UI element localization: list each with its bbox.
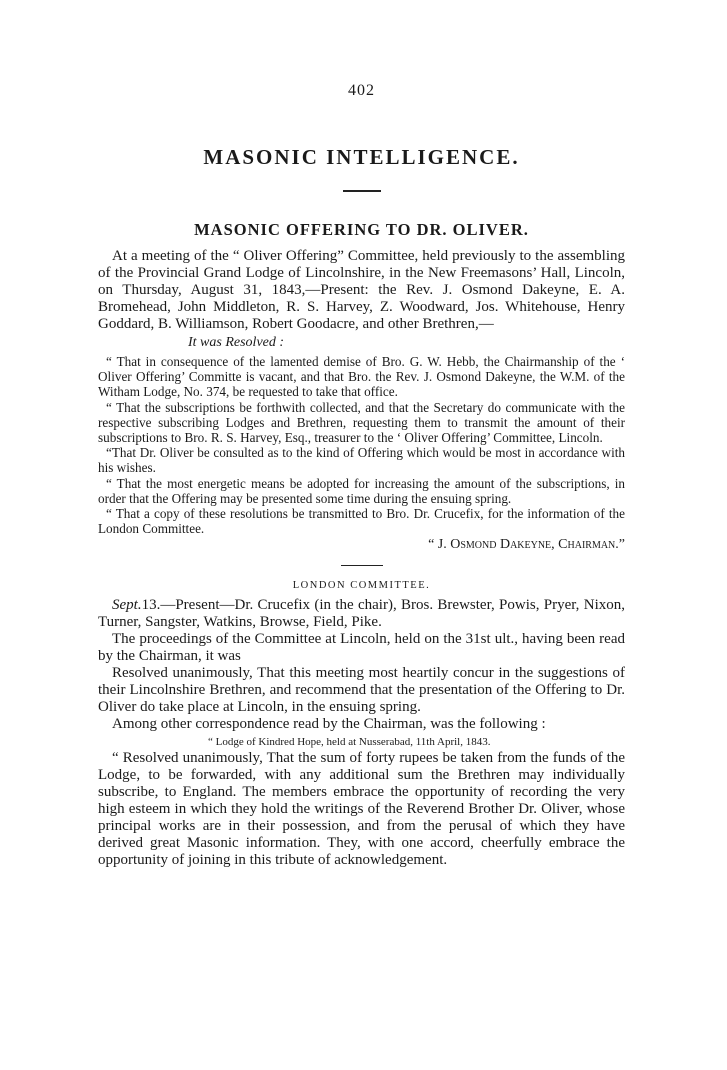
intro-paragraph: At a meeting of the “ Oliver Offering” Committee, held previously to the assembling of the Provincial Grand Lodge of Lincolnshire, in the New Freemasons’ Hall, Lincoln, on Thursday, August 31, 1843,—Present: the Rev. J. Osmond Dakeyne, E. A. Bromehead, John Middleton, R. S. Harvey, Z. Woodward, Jos. Whitehouse, Henry Goddard, B. Williamson, Robert Goodacre, and other Brethren,— xyxy=(98,248,625,332)
resolution-2: “ That the subscriptions be forthwith collected, and that the Secretary do communicate with the respective subscribing Lodges and Brethren, requesting them to transmit the amount of their subscriptions to Bro. R. S. Harvey, Esq., treasurer to the ‘ Oliver Offering’ Committee, Lincoln. xyxy=(98,399,625,446)
kindred-paragraph: “ Resolved unanimously, That the sum of forty rupees be taken from the funds of the Lodge, to be forwarded, with any additional sum the Brethren may individually subscribe, to England. The members embrace the opportunity of recording the very high esteem in which they hold the writings of the Reverend Brother Dr. Oliver, whose principal works are in their possession, and from the perusal of which they have derived great Masonic information. They, with one accord, cheerfully embrace the opportunity of joining in this tribute of acknowledgement. xyxy=(98,750,625,869)
document-page xyxy=(98,82,625,869)
london-committee-heading: LONDON COMMITTEE. xyxy=(292,580,431,592)
resolution-1: “ That in consequence of the lamented demise of Bro. G. W. Hebb, the Chairmanship of the ‘ Oliver Offering’ Committe is vacant, and that Bro. the Rev. J. Osmond Dakeyne, the W.M. of the Witham Lodge, No. 374, be requested to take that office. xyxy=(98,354,625,400)
signature xyxy=(98,537,625,553)
section-title: MASONIC INTELLIGENCE. xyxy=(203,145,520,169)
resolution-3: “That Dr. Oliver be consulted as to the kind of Offering which would be most in accordance with his wishes. xyxy=(98,445,625,476)
london-divider xyxy=(341,565,383,566)
london-date: Sept. xyxy=(112,597,142,614)
page-number: 402 xyxy=(348,82,375,99)
article-title: MASONIC OFFERING TO DR. OLIVER. xyxy=(194,220,529,239)
london-paragraph-2: Resolved unanimously, That this meeting most heartily concur in the suggestions of their Lincolnshire Brethren, and recommend that the presentation of the Offering to Dr. Oliver do take place at Lincoln, in the ensuing spring. xyxy=(98,665,625,716)
resolved-label: It was Resolved : xyxy=(188,335,285,350)
london-paragraph-3: Among other correspondence read by the Chairman, was the following : xyxy=(112,716,546,733)
resolution-5: “ That a copy of these resolutions be transmitted to Bro. Dr. Crucefix, for the information of the London Committee. xyxy=(98,506,625,537)
london-present-paragraph xyxy=(98,597,625,631)
london-present-text: 13.—Present—Dr. Crucefix (in the chair), Bros. Brewster, Powis, Pryer, Nixon, Turner, Sangster, Watkins, Browse, Field, Pike. xyxy=(98,597,625,631)
kindred-dateline: “ Lodge of Kindred Hope, held at Nusserabad, 11th April, 1843. xyxy=(208,736,491,749)
resolution-4: “ That the most energetic means be adopted for increasing the amount of the subscriptions, in order that the Offering may be presented some time during the ensuing spring. xyxy=(98,475,625,506)
london-paragraph-1: The proceedings of the Committee at Lincoln, held on the 31st ult., having been read by the Chairman, it was xyxy=(98,631,625,665)
signature-text: “ J. Osmond Dakeyne, Chairman.” xyxy=(428,537,625,553)
section-divider xyxy=(343,190,381,192)
